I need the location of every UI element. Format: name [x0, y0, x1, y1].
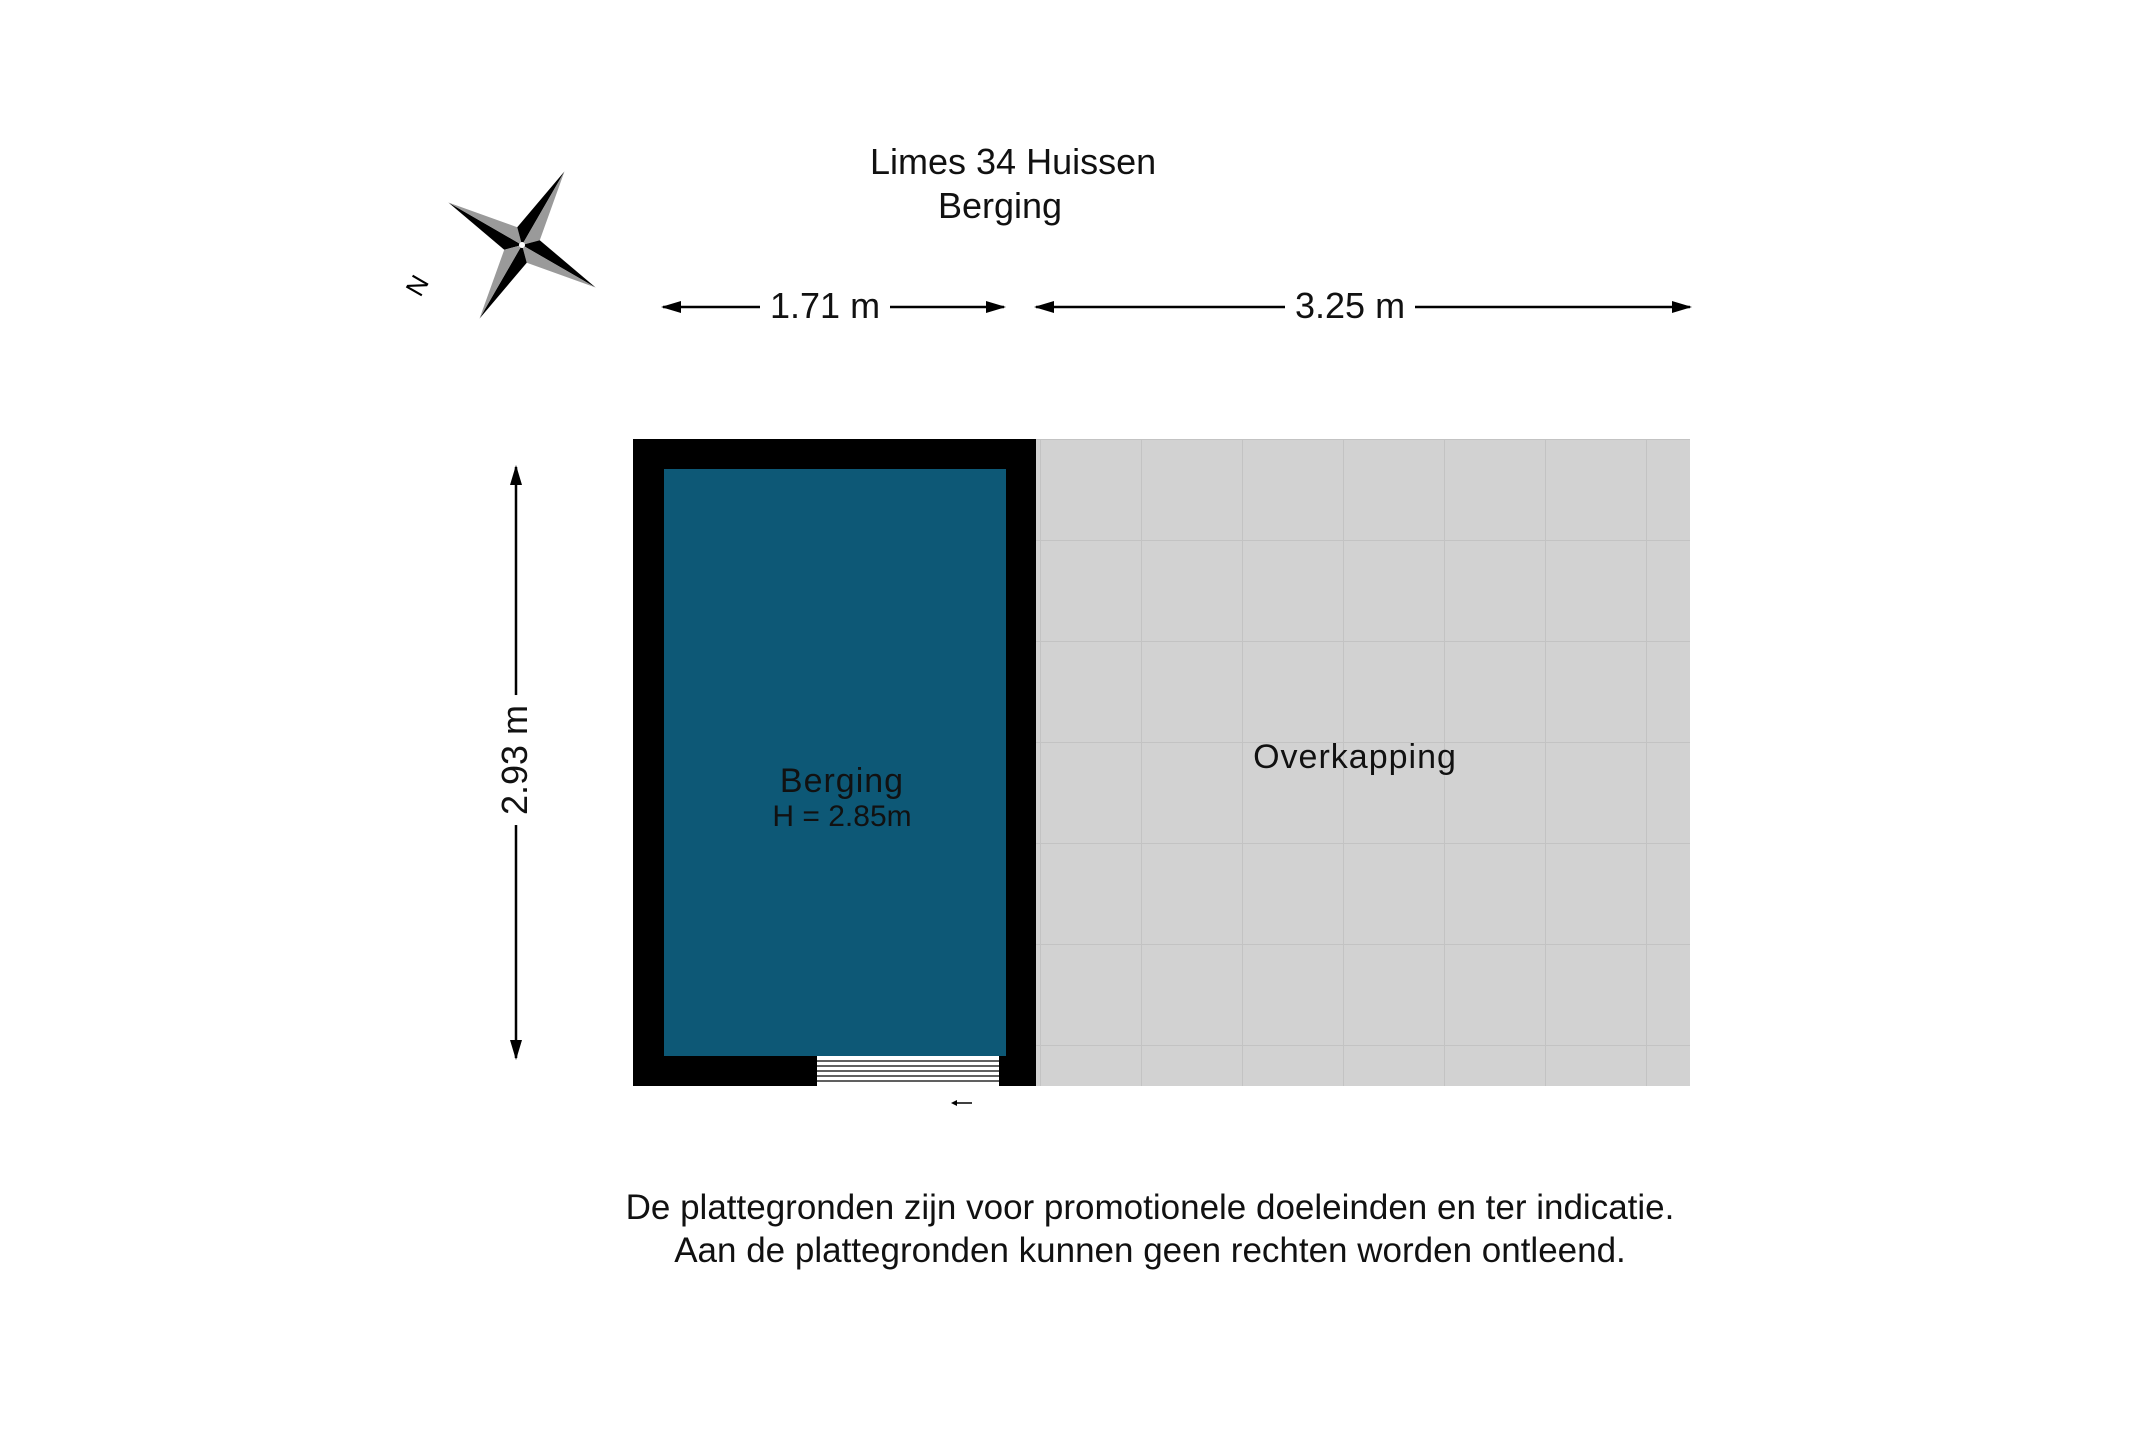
room-height-berging: H = 2.85m [772, 800, 912, 833]
door-opening [817, 1056, 999, 1086]
compass-rose-icon [406, 129, 638, 361]
door-direction-arrow-icon [951, 1100, 972, 1106]
room-name-berging: Berging [779, 762, 905, 800]
room-label-berging [772, 762, 911, 834]
disclaimer-line-2: Aan de plattegronden kunnen geen rechten worden ontleend. [674, 1231, 1626, 1270]
title-block [870, 140, 1157, 228]
dimension-label-left: 2.93 m [495, 695, 535, 825]
dimension-label-top-right: 3.25 m [1285, 286, 1415, 326]
compass-north-label: N [399, 269, 435, 302]
dimension-label-top-left: 1.71 m [760, 286, 890, 326]
room-label-overkapping: Overkapping [1253, 738, 1457, 776]
disclaimer [0, 1186, 2146, 1272]
title-subtitle: Berging [937, 185, 1063, 226]
disclaimer-line-1: De plattegronden zijn voor promotionele doeleinden en ter indicatie. [625, 1188, 1675, 1227]
title-address: Limes 34 Huissen [870, 141, 1157, 182]
